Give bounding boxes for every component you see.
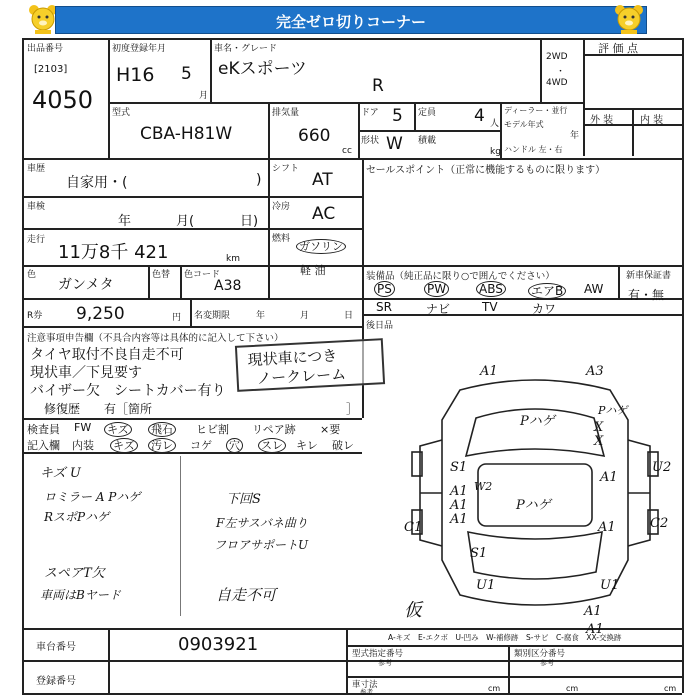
inspector-item-repair: リペア跡 [252,423,296,436]
model-year-unit: 年 [570,131,580,141]
history-label: 車歴 [27,164,46,174]
capacity-unit: 人 [490,119,500,129]
diagram-mark-4: Pハゲ [598,404,628,417]
aircon-value: AC [312,204,336,224]
notes-label: 注意事項申告欄（不具合内容等は具体的に記入して下さい） [27,333,284,344]
body-shape-value: W [386,134,403,154]
model-number-label: 型式指定番号 [352,649,404,659]
inspector-item-crack: ヒビ割 [196,423,229,436]
color-code: A38 [214,278,242,294]
notes-line3: バイザー欠 シートカバー有り [30,383,226,399]
equip-airbag [528,282,566,299]
inspection-month-unit: 月( [176,214,195,229]
recycle-fee-unit: 円 [172,313,182,323]
equip-pw-label: PW [424,281,449,297]
inspector-item-required: ×要 [320,423,341,436]
dims-unit-1: cm [488,684,501,693]
diagram-mark-17: A1 [598,520,616,535]
name-change-month: 月 [300,311,310,321]
diagram-mark-14: U2 [652,460,672,475]
equip-navi: ナビ [426,302,451,316]
handle-label: ハンドル 左・右 [504,145,563,154]
equip-pw [424,282,449,296]
hand-note-4: スペアT欠 [44,566,105,581]
dealer-label: ディーラー・並行 [504,106,568,115]
dims-sub: 参考 [360,688,373,696]
mileage-value: 11万8千 421 [58,242,169,263]
equip-abs [476,282,506,296]
stamp-line1: 現状車につき [247,346,338,370]
fuel-label: 燃料 [272,234,291,244]
diagram-mark-15: C1 [404,520,423,535]
name-change-day: 日 [344,311,354,321]
drive-dot: ・ [556,67,566,77]
category-number-label: 類別区分番号 [514,649,566,659]
doors-value: 5 [392,106,403,126]
bear-mascot-icon-right [612,3,646,33]
first-reg-month-unit: 月 [199,91,209,101]
inspection-label: 車検 [27,202,46,212]
hand-note-9: 自走不可 [216,586,277,604]
history-close: ) [256,172,262,188]
color-change-label: 色替 [152,270,171,280]
legend-text: A-キズ E-エクボ U-凹み W-補修跡 S-サビ C-腐食 XX-交換跡 [388,633,622,642]
record-label: 記入欄 [27,439,60,452]
inspector-signature: 仮 [404,600,422,621]
record-burn: コゲ [190,439,212,452]
page-title: 完全ゼロ切りコーナー [275,13,426,31]
recycle-value: 有・無 [628,288,665,302]
equip-sr: SR [376,300,392,314]
notes-line2: 現状車／下見要す [30,365,142,381]
equipment-label: 装備品（純正品に限り○で囲んでください） [366,271,555,282]
record-stain [148,437,176,453]
inspector-item-chip-label: 飛石 [148,422,176,437]
record-hole-label: 穴 [226,438,243,453]
load-unit: kg [490,147,501,157]
inspection-year-unit: 年 [118,214,132,229]
no-claim-stamp [235,338,385,392]
registration-label: 登録番号 [36,676,76,687]
diagram-mark-18: S1 [470,546,488,561]
capacity-label: 定員 [418,108,437,118]
displacement-value: 660 [298,126,331,146]
name-change-label: 名変期限 [194,311,231,321]
model-label: 型式 [112,108,131,118]
inspector-item-scratch-label: キズ [104,422,132,437]
drive-4wd: 4WD [546,78,568,88]
diagram-mark-5: X [594,420,604,435]
diagram-mark-7: S1 [450,460,468,475]
diagram-mark-6: X [594,434,604,449]
chassis-label: 車台番号 [36,642,76,653]
inspection-day-unit: 日) [240,214,259,229]
aircon-label: 冷房 [272,202,291,212]
diagram-mark-19: U1 [476,578,496,593]
drive-2wd: 2WD [546,52,568,62]
diagram-mark-2: A3 [586,364,604,379]
fuel-diesel: 軽 油 [300,264,326,277]
exterior-label: 外 装 [590,115,614,126]
inspector-item-scratch [104,421,132,437]
lot-label: 出品番号 [27,44,64,54]
first-reg-month: 5 [181,64,192,84]
diagram-mark-16: C2 [650,516,669,531]
vehicle-grade: R [372,76,384,96]
first-reg-era-year: H16 [116,64,155,86]
category-number-sub: 参考 [540,659,554,667]
inspector-item-fw: FW [74,421,92,434]
record-scratch [110,437,138,453]
diagram-mark-1: A1 [480,364,498,379]
fuel-gas [296,238,346,254]
lot-code: [2103] [34,64,68,75]
diagram-mark-22: A1 [586,622,604,637]
model-number-sub: 参考 [378,659,392,667]
displacement-label: 排気量 [272,108,300,118]
capacity-value: 4 [474,106,485,126]
hand-note-2: ロミラー A Pハゲ [44,490,141,504]
equip-leather: カワ [532,302,557,316]
record-wear [258,437,286,453]
after-fit-label: 後日品 [366,321,394,331]
inspector-item-chip [148,421,176,437]
equip-abs-label: ABS [476,281,506,297]
hand-note-5: 車両はBヤード [40,588,121,602]
record-scratch-label: キズ [110,438,138,453]
hand-note-divider [180,456,181,616]
hand-note-1: キズ U [40,466,81,481]
dims-label: 車寸法 [352,680,378,690]
stamp-line2: ノークレーム [256,365,347,388]
hand-note-6: 下回S [226,492,261,507]
diagram-mark-8: A1 [600,470,618,485]
recycle-label: 新車保証書 [626,271,672,281]
notes-line1: タイヤ取付不良自走不可 [30,347,184,363]
score-label: 評 価 点 [598,42,638,55]
name-change-year: 年 [256,311,266,321]
sales-point-label: セールスポイント（正常に機能するものに限ります） [366,165,606,176]
first-reg-label: 初度登録年月 [112,44,167,54]
interior-label: 内 装 [640,115,664,126]
mileage-label: 走行 [27,235,46,245]
shift-value: AT [312,170,333,190]
equip-ps [374,282,395,296]
color-value: ガンメタ [58,277,114,293]
record-interior: 内装 [72,439,94,452]
model-value: CBA-H81W [140,124,233,144]
equip-aw: AW [584,282,604,296]
record-wear-label: スレ [258,438,286,453]
load-label: 積載 [418,136,437,146]
chassis-value: 0903921 [178,634,259,655]
equip-ps-label: PS [374,281,395,297]
record-hole [226,437,243,453]
equip-tv: TV [482,300,498,314]
color-label: 色 [27,270,37,280]
doors-label: ドア [361,108,379,118]
hand-note-8: フロアサポートU [214,538,309,552]
page-header [55,6,647,34]
fuel-gas-circled: ガソリン [296,239,346,254]
diagram-mark-3: Pハゲ [520,414,555,429]
vehicle-label: 車名・グレード [214,44,278,54]
record-stain-label: 汚レ [148,438,176,453]
recycle-fee-value: 9,250 [76,304,125,324]
shift-label: シフト [272,164,300,174]
record-tear: 破レ [332,439,354,452]
repair-close: ］ [346,402,359,416]
model-year-label: モデル年式 [504,120,544,129]
diagram-mark-10: W2 [474,480,493,493]
lot-number: 4050 [32,86,94,114]
displacement-unit: cc [342,146,352,156]
equip-airbag-label: エアB [528,283,566,299]
inspector-label: 検査員 [27,423,60,436]
hand-note-3: RスポPハゲ [44,510,110,524]
diagram-mark-21: A1 [584,604,602,619]
hand-note-7: F左サスバネ曲り [216,516,308,530]
history-value: 自家用・( [66,175,128,191]
record-cut: キレ [296,439,318,452]
diagram-mark-13: Pハゲ [516,498,551,513]
vehicle-name: eKスポーツ [218,59,307,79]
recycle-fee-label: R券 [27,311,43,321]
mileage-unit: km [226,254,240,264]
diagram-mark-9: A1 [450,484,468,499]
repair-label: 修復歴 有［箇所 [44,402,153,416]
diagram-mark-20: U1 [600,578,620,593]
color-code-label: 色コード [184,270,221,280]
rear-window [468,532,602,579]
dims-unit-3: cm [664,684,677,693]
diagram-mark-12: A1 [450,512,468,527]
body-shape-label: 形状 [361,136,380,146]
diagram-mark-11: A1 [450,498,468,513]
dims-unit-2: cm [566,684,579,693]
